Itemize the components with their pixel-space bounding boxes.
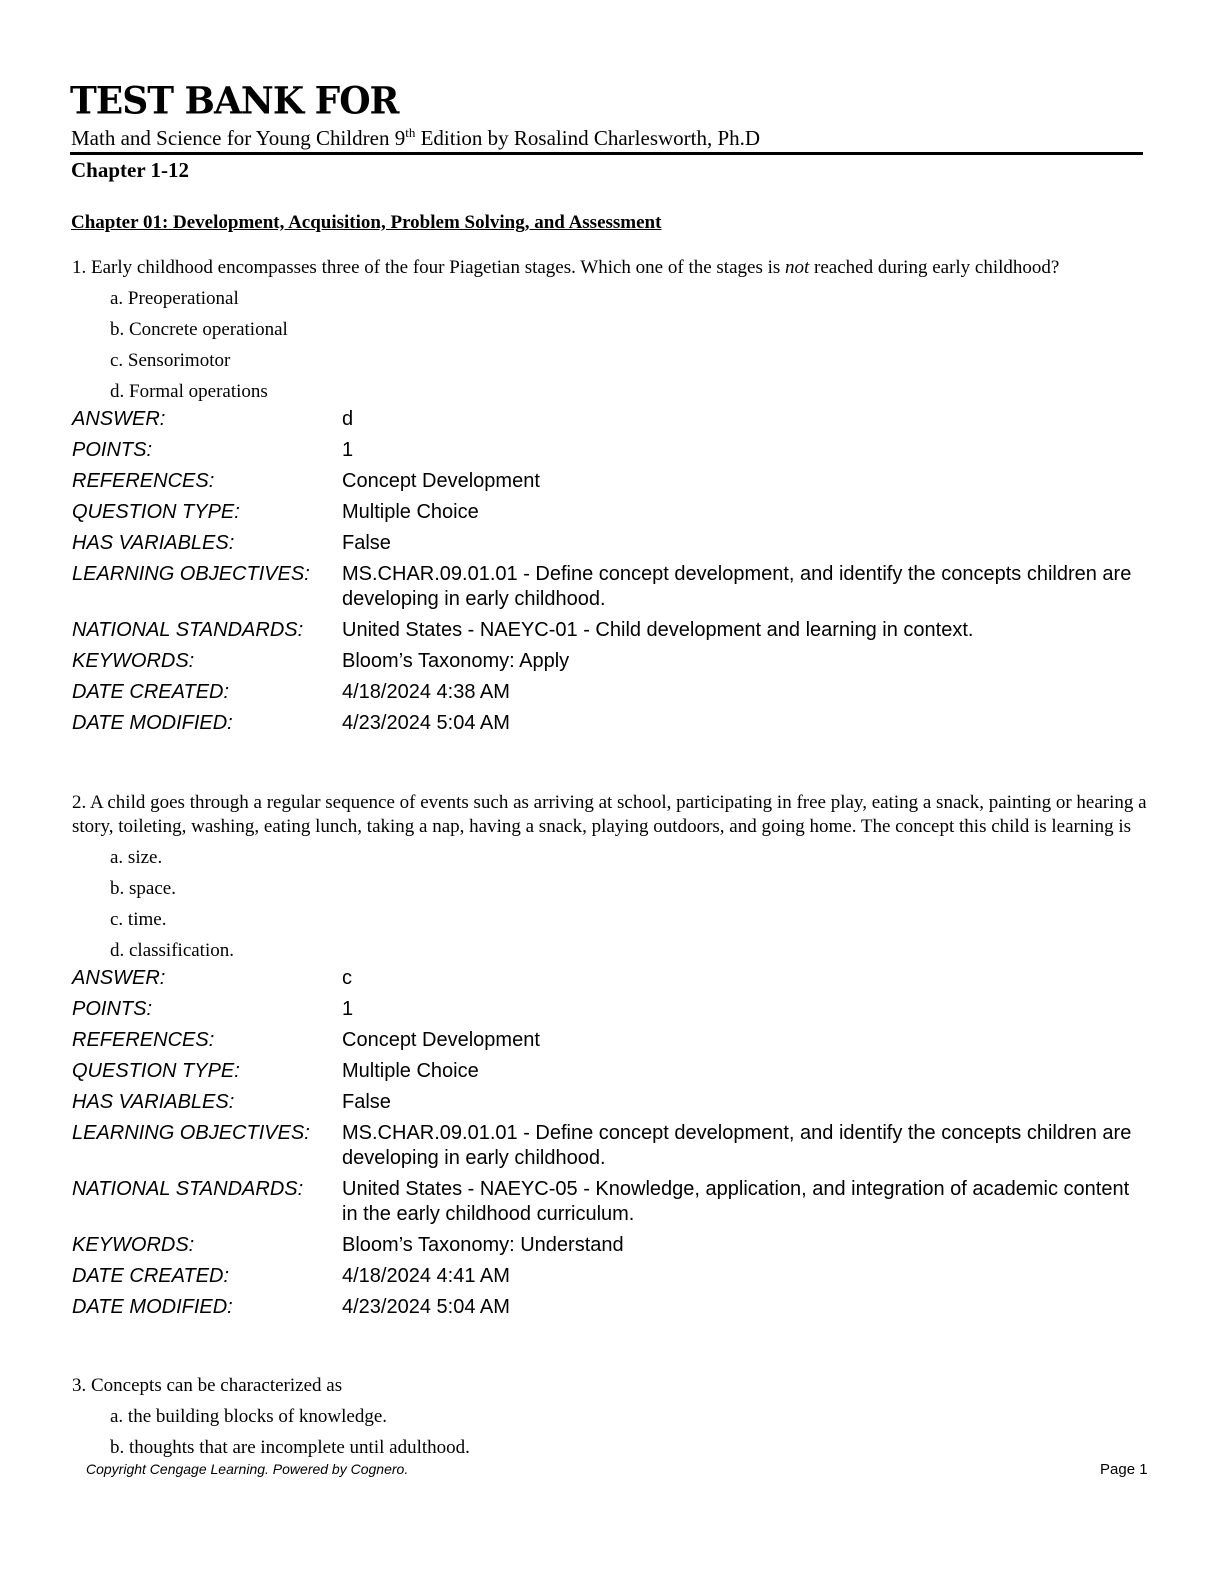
footer-page-number: Page 1: [1100, 1461, 1148, 1478]
metadata-row: [72, 407, 1152, 432]
metadata-label: DATE CREATED:: [72, 681, 230, 703]
answer-option: b. space.: [110, 878, 176, 899]
metadata-row: [72, 469, 1152, 494]
metadata-label: DATE CREATED:: [72, 1265, 230, 1287]
metadata-value: 4/18/2024 4:41 AM: [342, 1265, 510, 1287]
metadata-row: [72, 1028, 1152, 1053]
metadata-value: Concept Development: [342, 1029, 540, 1051]
metadata-value: d: [342, 408, 354, 430]
metadata-row: [72, 1059, 1152, 1084]
metadata-row: [72, 680, 1152, 705]
metadata-row: [72, 649, 1152, 674]
footer-copyright: Copyright Cengage Learning. Powered by Cognero.: [86, 1461, 409, 1477]
question-emphasis: not: [785, 257, 810, 278]
metadata-label: NATIONAL STANDARDS:: [72, 1178, 304, 1200]
metadata-row: [72, 562, 1152, 612]
metadata-value: Bloom’s Taxonomy: Understand: [342, 1234, 624, 1256]
metadata-label: KEYWORDS:: [72, 1234, 195, 1256]
metadata-label: DATE MODIFIED:: [72, 712, 233, 734]
metadata-label: QUESTION TYPE:: [72, 501, 240, 523]
metadata-label: POINTS:: [72, 439, 153, 461]
question-stem-end: reached during early childhood?: [809, 257, 1060, 278]
answer-option: d. Formal operations: [110, 381, 268, 402]
metadata-value: United States - NAEYC-05 - Knowledge, application, and integration of academic content in the early childhood curriculum.: [342, 1178, 1130, 1225]
metadata-label: HAS VARIABLES:: [72, 1091, 235, 1113]
chapter-heading: Chapter 01: Development, Acquisition, Problem Solving, and Assessment: [71, 212, 662, 233]
metadata-value: Concept Development: [342, 470, 540, 492]
answer-option: c. Sensorimotor: [110, 350, 231, 371]
chapter-range: Chapter 1-12: [71, 158, 190, 182]
question-stem: 1. Early childhood encompasses three of the four Piagetian stages. Which one of the stages is: [72, 257, 786, 278]
metadata-value: United States - NAEYC-01 - Child development and learning in context.: [342, 619, 974, 641]
question-2: [72, 791, 1152, 1326]
question-3: [72, 1374, 1152, 1463]
metadata-value: 4/18/2024 4:38 AM: [342, 681, 510, 703]
metadata-row: [72, 500, 1152, 525]
metadata-value: Multiple Choice: [342, 501, 479, 523]
metadata-value: 4/23/2024 5:04 AM: [342, 712, 510, 734]
metadata-label: REFERENCES:: [72, 470, 215, 492]
subtitle-text: Math and Science for Young Children 9: [71, 126, 406, 150]
metadata-label: QUESTION TYPE:: [72, 1060, 240, 1082]
question-text: [72, 256, 1152, 280]
answer-option: a. Preoperational: [110, 288, 239, 309]
metadata-row: [72, 997, 1152, 1022]
answer-option: b. Concrete operational: [110, 319, 288, 340]
subtitle-text-end: Edition by Rosalind Charlesworth, Ph.D: [415, 126, 761, 150]
question-stem: 2. A child goes through a regular sequence of events such as arriving at school, participating in free play, eating a snack, painting or hearing a story, toileting, washing, eating lunch, taking a nap, having a snack, playing outdoors, and going home. The concept this child is learning is: [72, 792, 1147, 837]
metadata-value: 1: [342, 439, 354, 461]
metadata-row: [72, 1121, 1152, 1171]
metadata-value: Multiple Choice: [342, 1060, 479, 1082]
question-text: [72, 1374, 1152, 1398]
metadata-row: [72, 531, 1152, 556]
metadata-value: 4/23/2024 5:04 AM: [342, 1296, 510, 1318]
answer-option: d. classification.: [110, 940, 234, 961]
book-subtitle: [71, 125, 760, 151]
metadata-row: [72, 966, 1152, 991]
metadata-row: [72, 1264, 1152, 1289]
subtitle-superscript: th: [405, 125, 416, 140]
answer-option: a. the building blocks of knowledge.: [110, 1406, 388, 1427]
metadata-value: False: [342, 532, 391, 554]
answer-option: a. size.: [110, 847, 163, 868]
metadata-label: LEARNING OBJECTIVES:: [72, 1122, 310, 1144]
answer-option: c. time.: [110, 909, 167, 930]
document-title: TEST BANK FOR: [70, 78, 399, 124]
metadata-row: [72, 711, 1152, 736]
metadata-row: [72, 1177, 1152, 1227]
metadata-label: NATIONAL STANDARDS:: [72, 619, 304, 641]
header-rule: [70, 152, 1143, 155]
answer-option: b. thoughts that are incomplete until adulthood.: [110, 1437, 470, 1458]
metadata-value: MS.CHAR.09.01.01 - Define concept development, and identify the concepts children are developing in early childhood.: [342, 563, 1132, 610]
metadata-row: [72, 438, 1152, 463]
metadata-value: 1: [342, 998, 354, 1020]
metadata-value: c: [342, 967, 352, 989]
metadata-label: ANSWER:: [72, 967, 166, 989]
metadata-label: KEYWORDS:: [72, 650, 195, 672]
question-stem: 3. Concepts can be characterized as: [72, 1375, 343, 1396]
metadata-label: ANSWER:: [72, 408, 166, 430]
metadata-row: [72, 1233, 1152, 1258]
metadata-label: LEARNING OBJECTIVES:: [72, 563, 310, 585]
metadata-label: REFERENCES:: [72, 1029, 215, 1051]
question-text: [72, 791, 1152, 839]
metadata-label: HAS VARIABLES:: [72, 532, 235, 554]
metadata-value: Bloom’s Taxonomy: Apply: [342, 650, 570, 672]
question-1: [72, 256, 1152, 742]
metadata-row: [72, 618, 1152, 643]
metadata-row: [72, 1090, 1152, 1115]
metadata-row: [72, 1295, 1152, 1320]
metadata-value: False: [342, 1091, 391, 1113]
metadata-label: DATE MODIFIED:: [72, 1296, 233, 1318]
metadata-value: MS.CHAR.09.01.01 - Define concept development, and identify the concepts children are developing in early childhood.: [342, 1122, 1132, 1169]
metadata-label: POINTS:: [72, 998, 153, 1020]
